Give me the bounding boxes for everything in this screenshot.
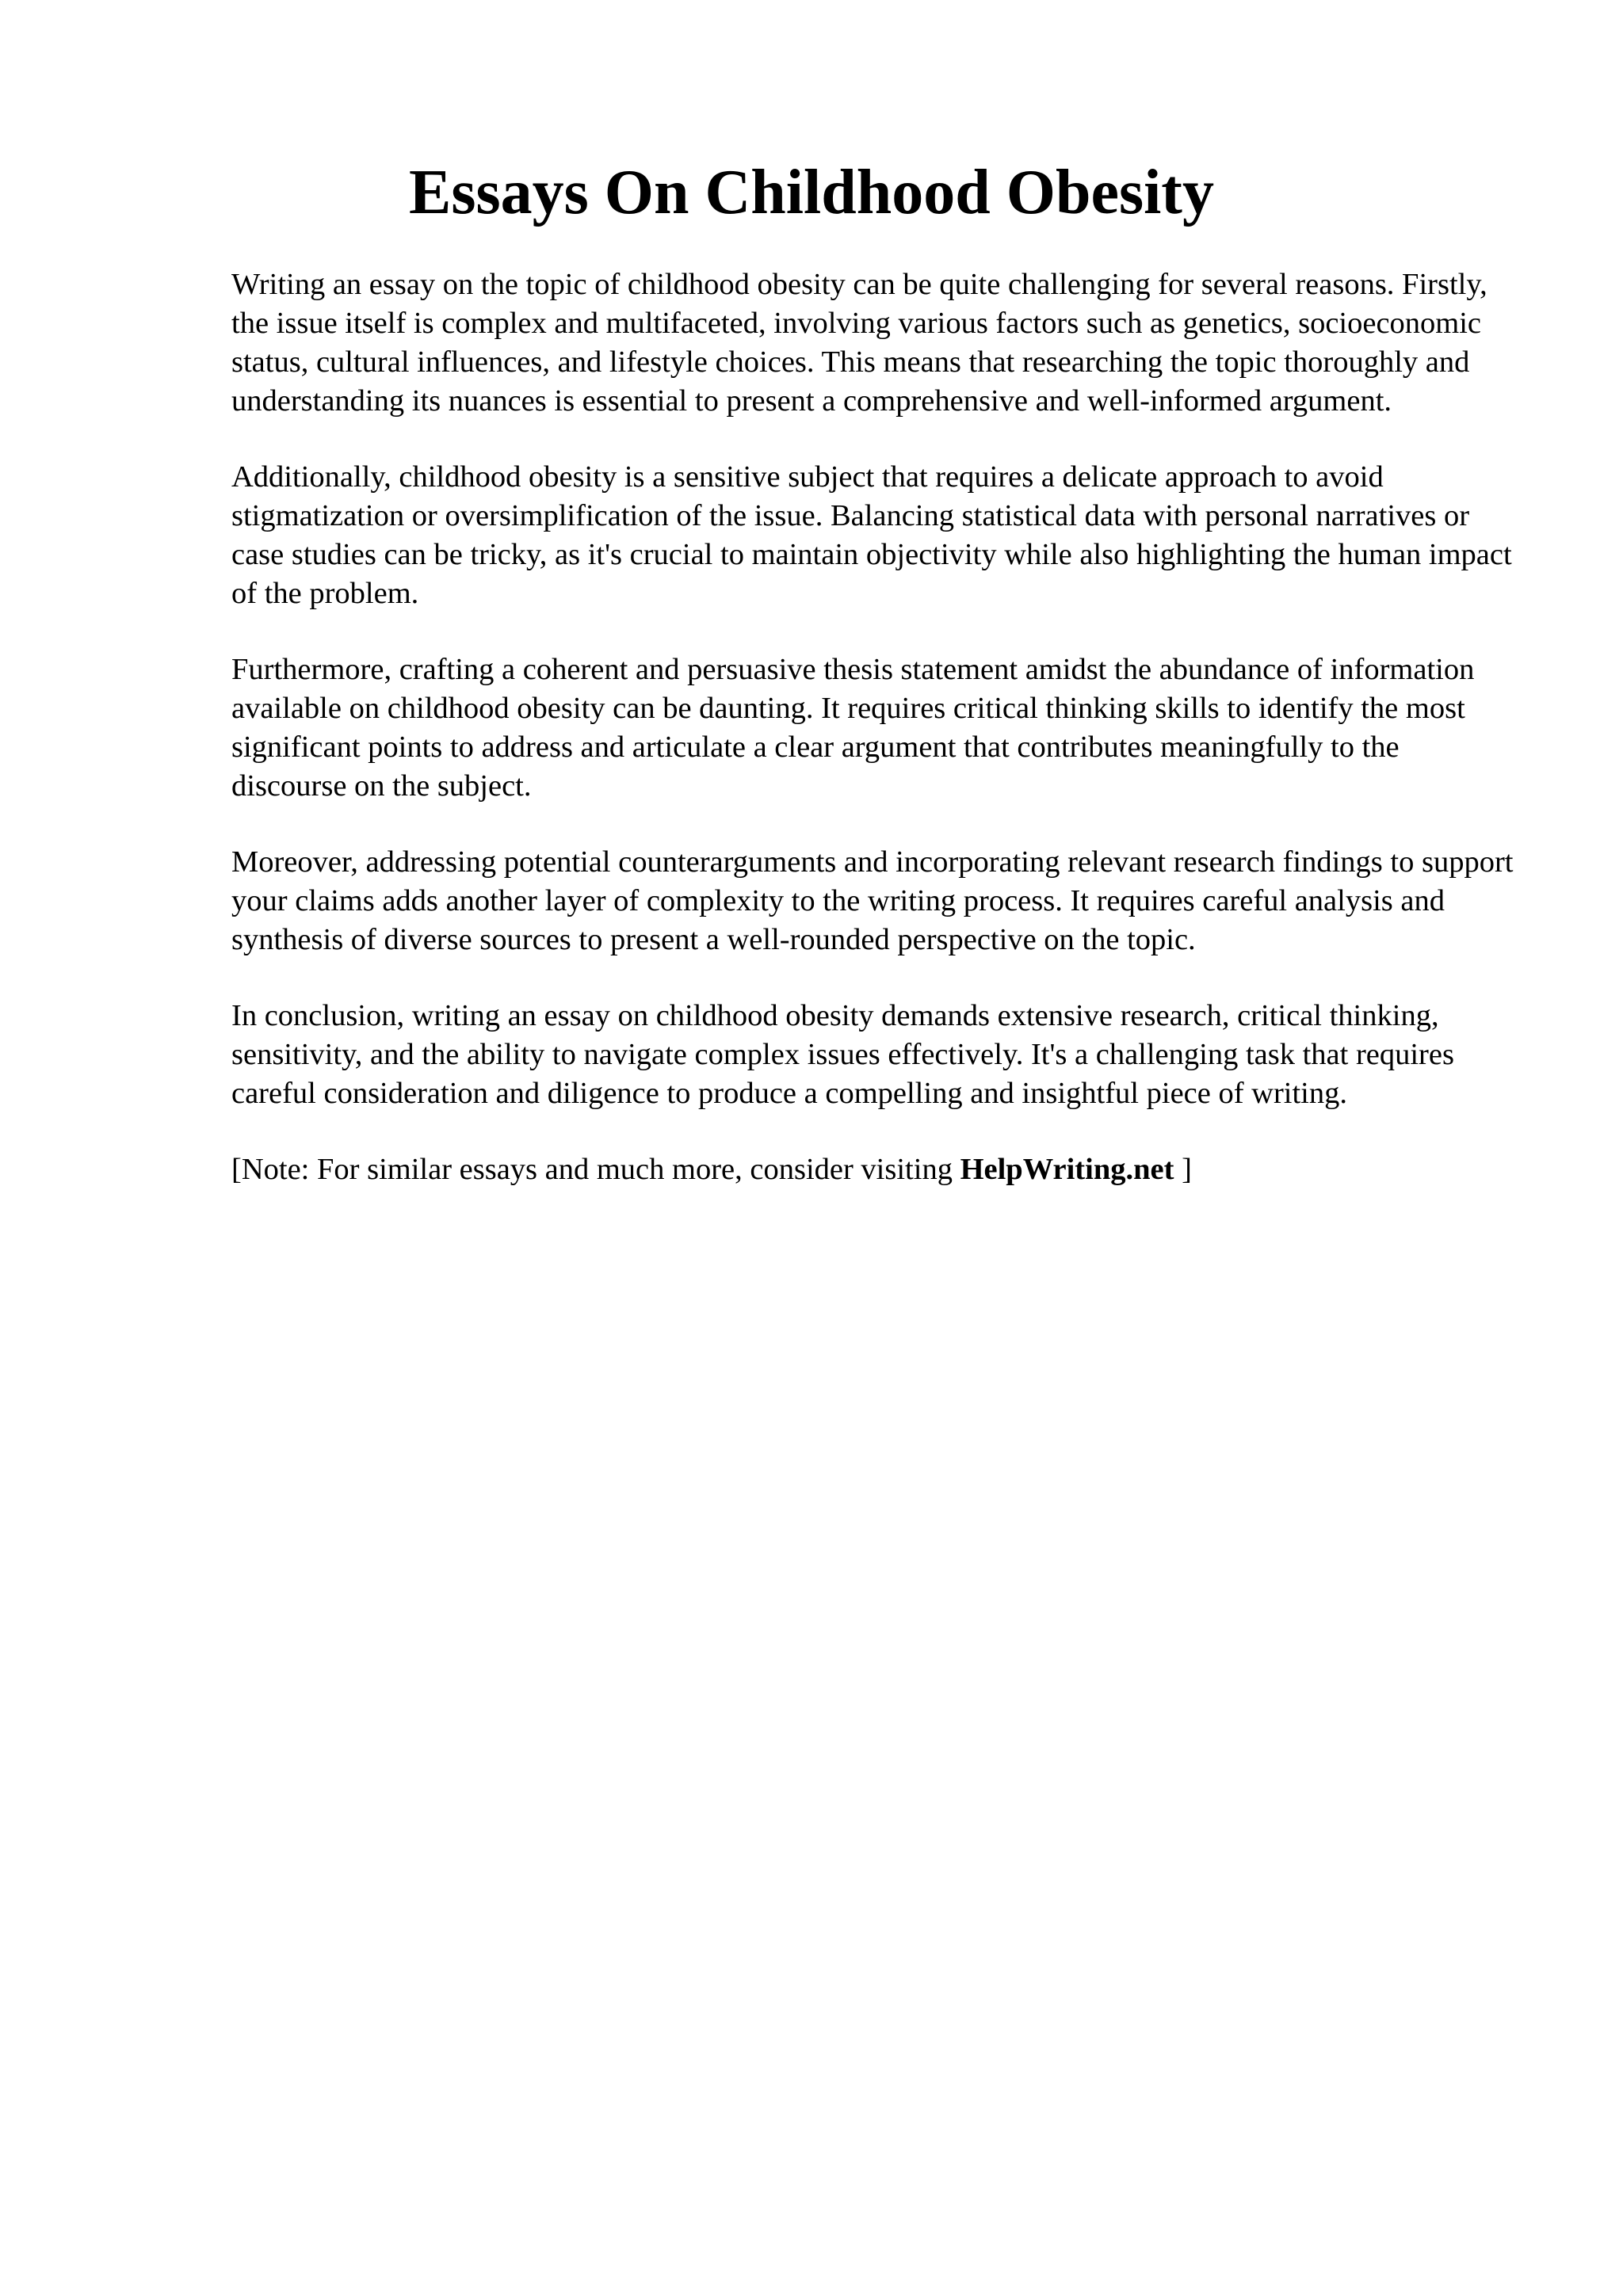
paragraph-4: Moreover, addressing potential counterarguments and incorporating relevant research findings to support your claims adds another layer of complexity to the writing process. It requires careful analysis and synthesis of diverse sources to present a well-rounded perspective on the topic. [231, 845, 1514, 956]
document-body [231, 265, 1515, 1226]
document-title: Essays On Childhood Obesity [409, 158, 1214, 227]
note-paragraph [231, 1150, 1515, 1189]
note-site-link[interactable]: HelpWriting.net [960, 1153, 1174, 1186]
paragraph-3: Furthermore, crafting a coherent and persuasive thesis statement amidst the abundance of information available on childhood obesity can be daunting. It requires critical thinking skills to identify the most significant points to address and articulate a clear argument that contributes meaningfully to the discourse on the subject. [231, 653, 1475, 803]
paragraph-2: Additionally, childhood obesity is a sensitive subject that requires a delicate approach to avoid stigmatization or oversimplification of the issue. Balancing statistical data with personal narratives or case studies can be tricky, as it's crucial to maintain objectivity while also highlighting the human impact of the problem. [231, 460, 1512, 610]
note-prefix: [Note: For similar essays and much more, consider visiting [231, 1153, 960, 1186]
paragraph-5: In conclusion, writing an essay on childhood obesity demands extensive research, critical thinking, sensitivity, and the ability to navigate complex issues effectively. It's a challenging task that requires careful consideration and diligence to produce a compelling and insightful piece of writing. [231, 999, 1454, 1110]
note-suffix: ] [1174, 1153, 1192, 1186]
paragraph-1: Writing an essay on the topic of childhood obesity can be quite challenging for several reasons. Firstly, the issue itself is complex and multifaceted, involving various factors such as genetics, socioeconomic status, cultural influences, and lifestyle choices. This means that researching the topic thoroughly and understanding its nuances is essential to present a comprehensive and well-informed argument. [231, 268, 1487, 418]
